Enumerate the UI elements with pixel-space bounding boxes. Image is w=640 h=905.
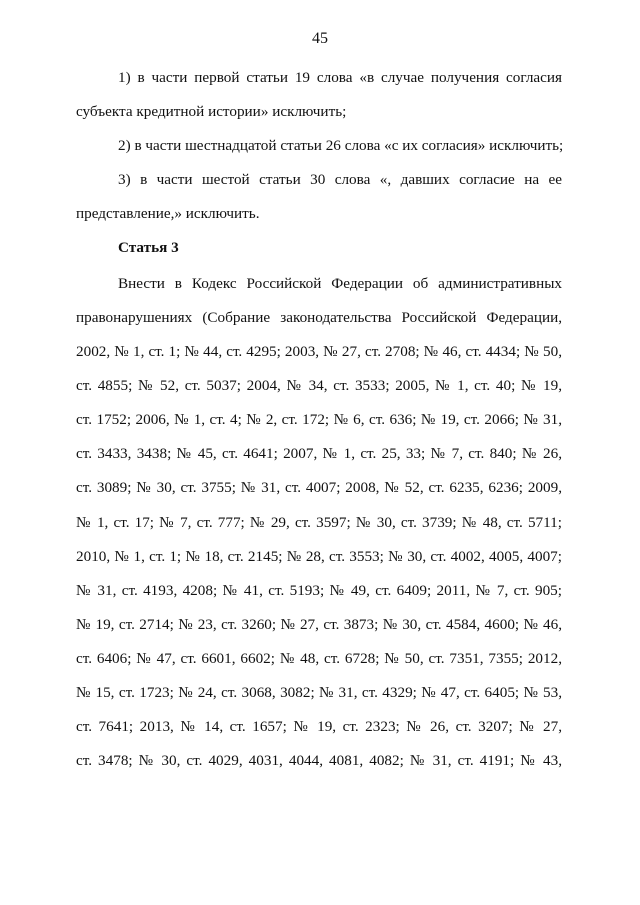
page-number: 45: [312, 30, 328, 47]
article-heading: Статья 3: [118, 239, 179, 256]
item-3-line-2: представление,» исключить.: [76, 205, 260, 222]
item-1-line-1: 1) в части первой статьи 19 слова «в случае получения согласия: [118, 69, 562, 86]
article-body-line: 2010, № 1, ст. 1; № 18, ст. 2145; № 28, ст. 3553; № 30, ст. 4002, 4005, 4007;: [76, 548, 562, 565]
article-body-line: ст. 4855; № 52, ст. 5037; 2004, № 34, ст. 3533; 2005, № 1, ст. 40; № 19,: [76, 377, 562, 394]
item-3-line-1: 3) в части шестой статьи 30 слова «, давших согласие на ее: [118, 171, 562, 188]
article-body-line: № 31, ст. 4193, 4208; № 41, ст. 5193; № 49, ст. 6409; 2011, № 7, ст. 905;: [76, 582, 562, 599]
article-body-line: правонарушениях (Собрание законодательства Российской Федерации,: [76, 309, 562, 326]
item-2-line-1: 2) в части шестнадцатой статьи 26 слова «с их согласия» исключить;: [118, 137, 564, 154]
article-body-line: № 15, ст. 1723; № 24, ст. 3068, 3082; № 31, ст. 4329; № 47, ст. 6405; № 53,: [76, 684, 562, 701]
article-body-line: ст. 1752; 2006, № 1, ст. 4; № 2, ст. 172; № 6, ст. 636; № 19, ст. 2066; № 31,: [76, 411, 562, 428]
article-body-line: ст. 3433, 3438; № 45, ст. 4641; 2007, № 1, ст. 25, 33; № 7, ст. 840; № 26,: [76, 445, 562, 462]
article-body-line: ст. 3089; № 30, ст. 3755; № 31, ст. 4007; 2008, № 52, ст. 6235, 6236; 2009,: [76, 479, 562, 496]
item-1-line-2: субъекта кредитной истории» исключить;: [76, 103, 347, 120]
article-body-line: ст. 3478; № 30, ст. 4029, 4031, 4044, 4081, 4082; № 31, ст. 4191; № 43,: [76, 752, 562, 769]
article-body-line: 2002, № 1, ст. 1; № 44, ст. 4295; 2003, № 27, ст. 2708; № 46, ст. 4434; № 50,: [76, 343, 562, 360]
article-body-line: ст. 6406; № 47, ст. 6601, 6602; № 48, ст. 6728; № 50, ст. 7351, 7355; 2012,: [76, 650, 562, 667]
article-body-line: № 1, ст. 17; № 7, ст. 777; № 29, ст. 3597; № 30, ст. 3739; № 48, ст. 5711;: [76, 514, 562, 531]
article-body-line: № 19, ст. 2714; № 23, ст. 3260; № 27, ст. 3873; № 30, ст. 4584, 4600; № 46,: [76, 616, 562, 633]
article-body-line: ст. 7641; 2013, № 14, ст. 1657; № 19, ст. 2323; № 26, ст. 3207; № 27,: [76, 718, 562, 735]
article-body-line: Внести в Кодекс Российской Федерации об административных: [118, 275, 562, 292]
